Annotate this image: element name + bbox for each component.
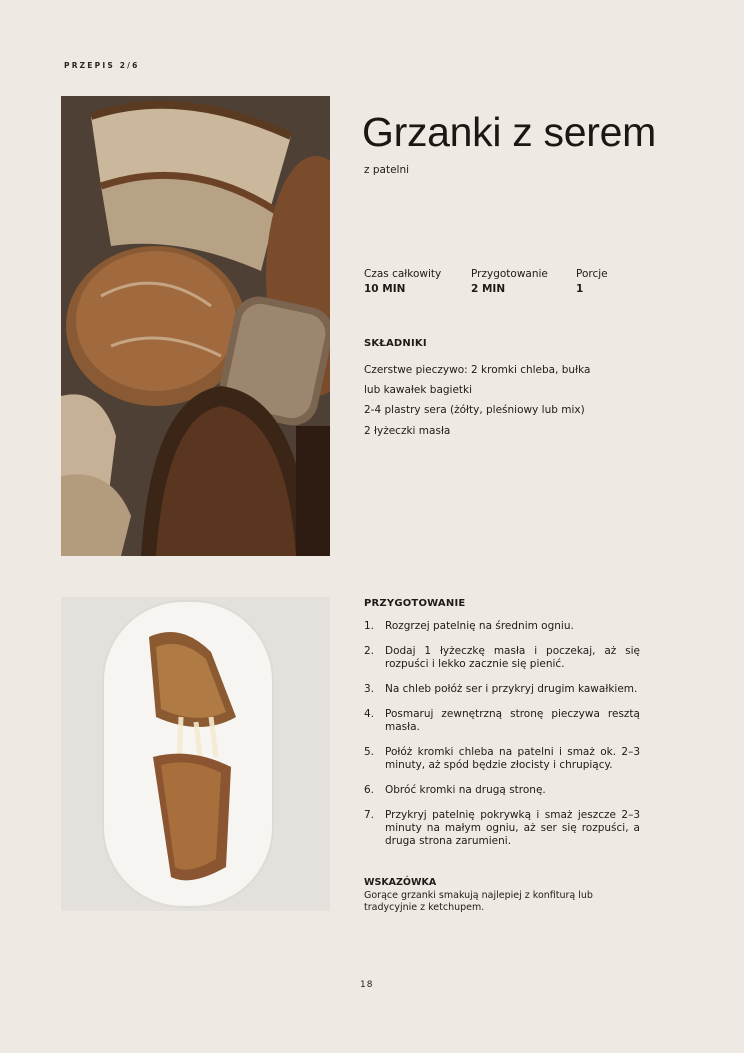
step-item xyxy=(364,746,640,772)
preparation-steps xyxy=(364,620,640,848)
step-item xyxy=(364,683,640,696)
step-text: Przykryj patelnię pokrywką i smaż jeszcze 2–3 minuty na małym ogniu, aż ser się rozpuści, a druga strona zarumieni. xyxy=(385,809,640,847)
meta-prep-time xyxy=(471,267,548,297)
step-text: Rozgrzej patelnię na średnim ogniu. xyxy=(385,620,574,632)
meta-value: 2 MIN xyxy=(471,283,506,295)
step-text: Na chleb połóż ser i przykryj drugim kawałkiem. xyxy=(385,683,638,695)
ingredient-item: lub kawałek bagietki xyxy=(364,384,473,397)
ingredients-list xyxy=(364,360,624,441)
meta-label: Porcje xyxy=(576,268,608,280)
tip-text: Gorące grzanki smakują najlepiej z konfiturą lub tradycyjnie z ketchupem. xyxy=(364,890,593,913)
bread-photo xyxy=(61,96,330,556)
ingredient-item: 2-4 plastry sera (żółty, pleśniowy lub mix) xyxy=(364,404,585,417)
meta-total-time xyxy=(364,267,441,297)
step-item xyxy=(364,708,640,734)
meta-value: 10 MIN xyxy=(364,283,406,295)
step-item xyxy=(364,645,640,671)
step-text: Posmaruj zewnętrzną stronę pieczywa resztą masła. xyxy=(385,708,640,733)
recipe-counter: PRZEPIS 2/6 xyxy=(64,61,140,70)
step-item xyxy=(364,809,640,848)
step-number: 7. xyxy=(364,809,375,821)
step-number: 6. xyxy=(364,784,375,796)
meta-label: Czas całkowity xyxy=(364,268,442,280)
ingredients-heading: SKŁADNIKI xyxy=(364,338,427,349)
step-number: 5. xyxy=(364,746,375,758)
meta-servings xyxy=(576,267,608,297)
toast-photo xyxy=(61,597,330,911)
step-item xyxy=(364,784,640,797)
step-text: Połóż kromki chleba na patelni i smaż ok. 2–3 minuty, aż spód będzie złocisty i chrupiący. xyxy=(385,746,640,771)
step-text: Dodaj 1 łyżeczkę masła i poczekaj, aż się rozpuści i lekko zacznie się pienić. xyxy=(385,645,640,670)
step-number: 3. xyxy=(364,683,375,695)
ingredient-item: Czerstwe pieczywo: 2 kromki chleba, bułka xyxy=(364,364,591,376)
step-number: 1. xyxy=(364,620,375,632)
tip-heading: WSKAZÓWKA xyxy=(364,877,437,888)
meta-value: 1 xyxy=(576,283,584,295)
page-number: 18 xyxy=(360,980,374,990)
meta-label: Przygotowanie xyxy=(471,268,548,280)
step-number: 4. xyxy=(364,708,375,720)
ingredient-item: 2 łyżeczki masła xyxy=(364,424,451,437)
step-text: Obróć kromki na drugą stronę. xyxy=(385,784,546,796)
recipe-subtitle: z patelni xyxy=(364,164,410,176)
step-number: 2. xyxy=(364,645,375,657)
preparation-heading: PRZYGOTOWANIE xyxy=(364,598,466,609)
step-item xyxy=(364,620,640,633)
recipe-title: Grzanki z serem xyxy=(362,109,656,155)
